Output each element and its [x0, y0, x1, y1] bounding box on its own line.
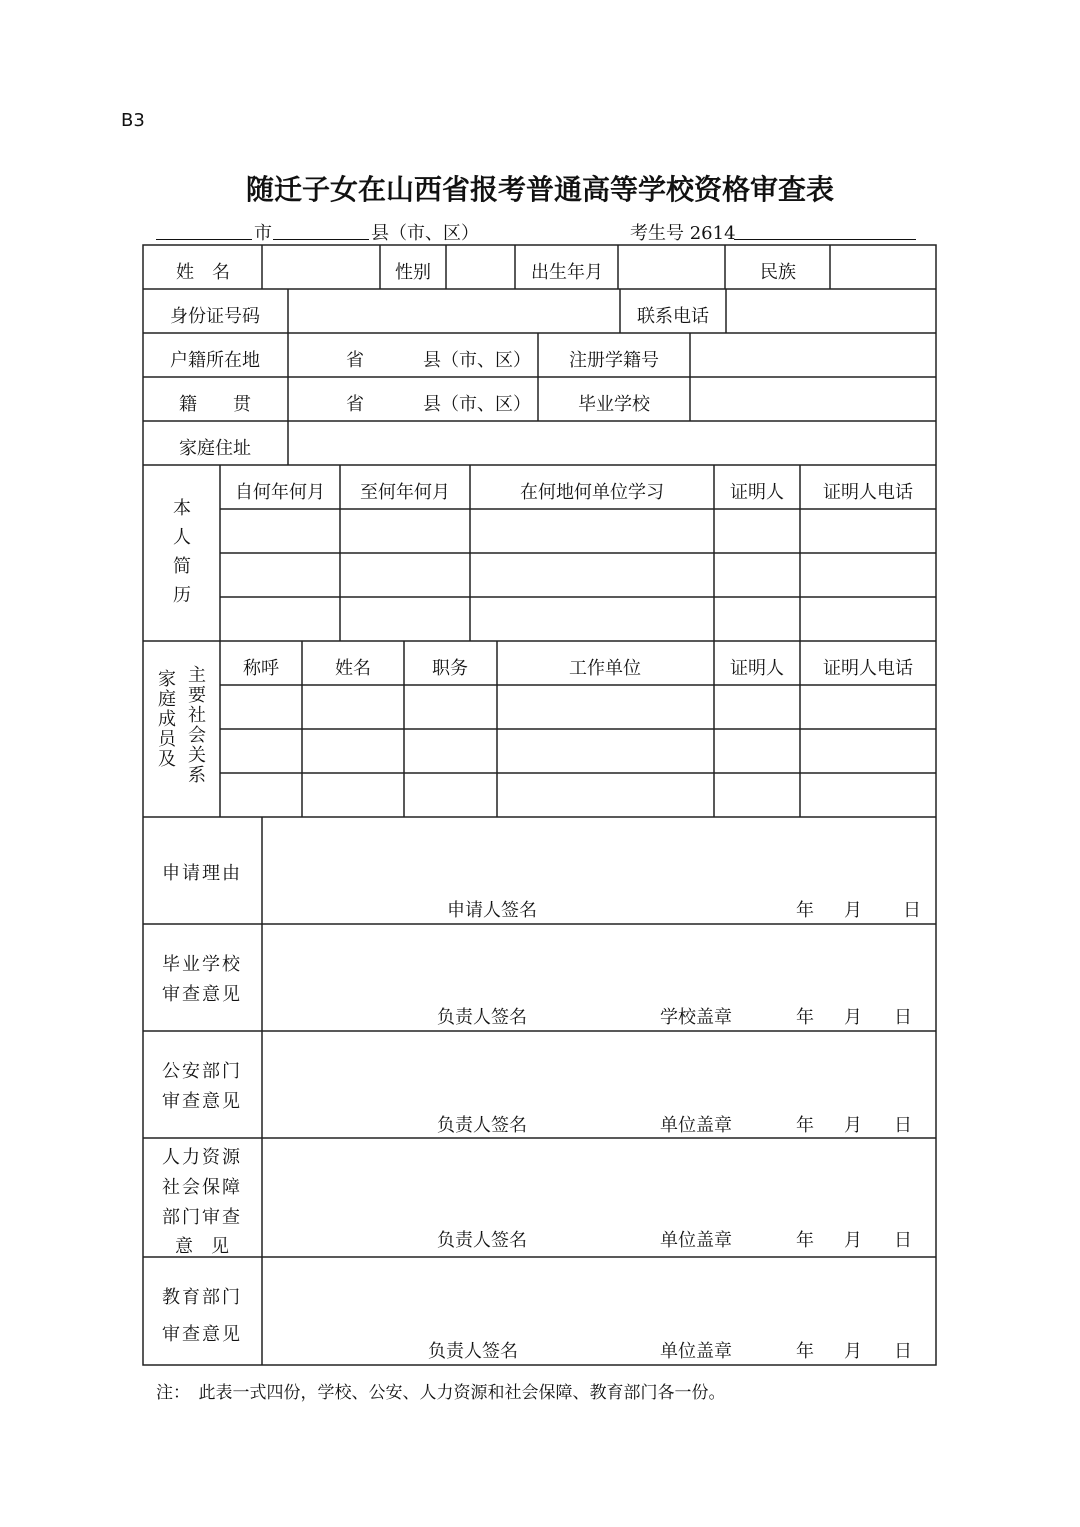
school-review-seal: 学校盖章: [660, 1007, 732, 1028]
edu-review-label-1: 教育部门: [162, 1287, 242, 1308]
resume-to-header: 至何年何月: [360, 482, 450, 503]
edu-review-year: 年: [796, 1341, 814, 1362]
police-review-year: 年: [796, 1115, 814, 1136]
hr-review-month: 月: [844, 1230, 862, 1251]
city-label: 市: [254, 223, 272, 244]
hr-review-sign: 负责人签名: [437, 1230, 527, 1251]
ethnicity-label: 民族: [760, 262, 796, 283]
reason-year: 年: [796, 900, 814, 921]
school-review-month: 月: [844, 1007, 862, 1028]
family-side-label-a: 家庭成员及: [158, 669, 176, 770]
resume-witness-header: 证明人: [730, 482, 784, 503]
police-review-label-2: 审查意见: [162, 1091, 242, 1112]
family-witness-phone-header: 证明人电话: [823, 658, 913, 679]
family-side-label-b: 主要社会关系: [188, 665, 206, 786]
hukou-label: 户籍所在地: [170, 350, 260, 371]
name-label: 姓 名: [176, 262, 230, 283]
page-title: 随迁子女在山西省报考普通高等学校资格审查表: [245, 173, 834, 206]
school-review-label-1: 毕业学校: [162, 954, 242, 975]
id-number-label: 身份证号码: [170, 306, 260, 327]
native-county-label: 县（市、区）: [423, 394, 531, 415]
school-review-label-2: 审查意见: [162, 984, 242, 1005]
family-unit-header: 工作单位: [569, 658, 641, 679]
police-review-sign: 负责人签名: [437, 1115, 527, 1136]
native-place-label: 籍 贯: [179, 394, 251, 415]
hr-review-label-3: 部门审查: [162, 1207, 242, 1228]
student-reg-label: 注册学籍号: [569, 350, 659, 371]
resume-witness-phone-header: 证明人电话: [823, 482, 913, 503]
edu-review-day: 日: [894, 1341, 912, 1362]
police-review-label-1: 公安部门: [162, 1061, 242, 1082]
native-province-label: 省: [346, 394, 364, 415]
school-review-year: 年: [796, 1007, 814, 1028]
county-label: 县（市、区）: [371, 223, 479, 244]
edu-review-seal: 单位盖章: [660, 1341, 732, 1362]
hr-review-year: 年: [796, 1230, 814, 1251]
hr-review-label-4: 意 见: [175, 1236, 229, 1257]
document-code: B3: [121, 110, 145, 131]
police-review-seal: 单位盖章: [660, 1115, 732, 1136]
edu-review-sign: 负责人签名: [428, 1341, 518, 1362]
edu-review-label-2: 审查意见: [162, 1324, 242, 1345]
hukou-province-label: 省: [346, 350, 364, 371]
reason-month: 月: [844, 900, 862, 921]
family-duty-header: 职务: [432, 658, 468, 679]
footnote: 注： 此表一式四份，学校、公安、人力资源和社会保障、教育部门各一份。: [156, 1383, 726, 1403]
school-review-sign: 负责人签名: [437, 1007, 527, 1028]
resume-from-header: 自何年何月: [235, 482, 325, 503]
reason-day: 日: [903, 900, 921, 921]
hr-review-seal: 单位盖章: [660, 1230, 732, 1251]
resume-side-label: 本人简历: [173, 498, 191, 606]
resume-where-header: 在何地何单位学习: [520, 482, 664, 503]
school-review-day: 日: [894, 1007, 912, 1028]
family-relation-header: 称呼: [243, 658, 279, 679]
police-review-month: 月: [844, 1115, 862, 1136]
hr-review-label-2: 社会保障: [162, 1177, 242, 1198]
edu-review-month: 月: [844, 1341, 862, 1362]
hukou-county-label: 县（市、区）: [423, 350, 531, 371]
family-witness-header: 证明人: [730, 658, 784, 679]
birth-label: 出生年月: [531, 262, 603, 283]
reason-label: 申请理由: [162, 863, 242, 884]
graduate-school-label: 毕业学校: [578, 394, 650, 415]
hr-review-label-1: 人力资源: [162, 1147, 242, 1168]
address-label: 家庭住址: [179, 438, 251, 459]
police-review-day: 日: [894, 1115, 912, 1136]
hr-review-day: 日: [894, 1230, 912, 1251]
family-name-header: 姓名: [335, 658, 371, 679]
gender-label: 性别: [395, 262, 431, 283]
reason-sign-label: 申请人签名: [447, 900, 537, 921]
phone-label: 联系电话: [637, 306, 709, 327]
exam-no-label: 考生号 2614: [630, 223, 736, 244]
